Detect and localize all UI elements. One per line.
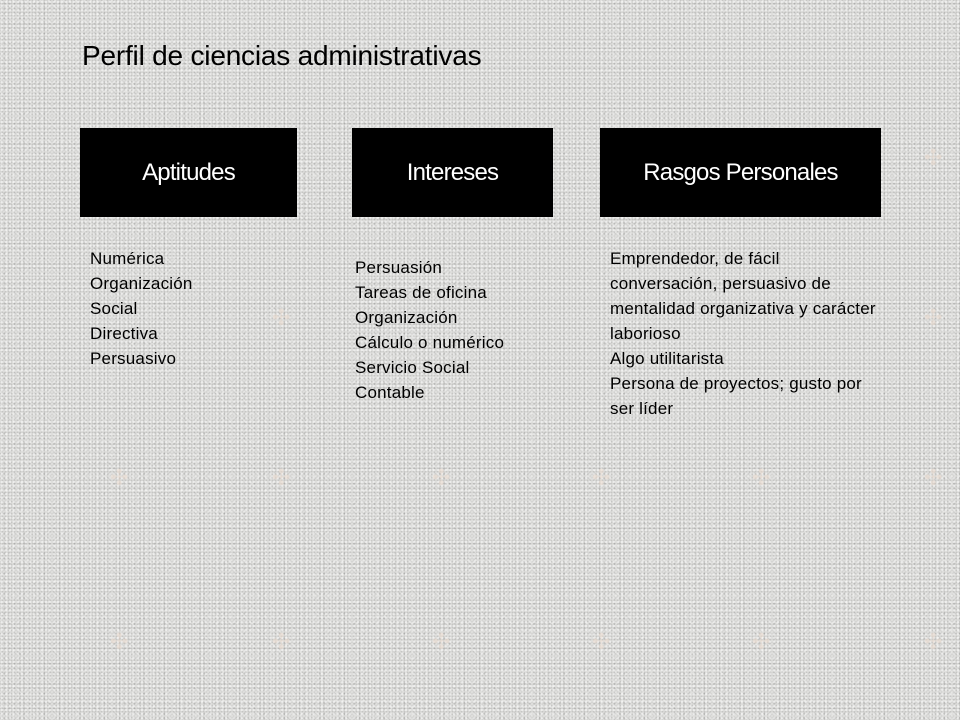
list-item: Persuasión bbox=[355, 258, 443, 277]
watermark-icon: ✣ bbox=[592, 630, 611, 655]
watermark-icon: ✣ bbox=[924, 146, 943, 171]
list-item: Numérica bbox=[90, 249, 165, 268]
list-item: Emprendedor, de fácil conversación, persuasivo de mentalidad organizativa y carácter laborioso bbox=[610, 249, 876, 343]
header-intereses-label: Intereses bbox=[406, 158, 499, 186]
watermark-icon: ✣ bbox=[924, 466, 943, 491]
watermark-icon: ✣ bbox=[110, 466, 129, 491]
watermark-icon: ✣ bbox=[272, 466, 291, 491]
list-item: Persona de proyectos; gusto por ser líder bbox=[610, 374, 862, 418]
list-item: Directiva bbox=[90, 324, 158, 343]
watermark-icon: ✣ bbox=[272, 306, 291, 331]
list-item: Persuasivo bbox=[90, 349, 177, 368]
list-item: Social bbox=[90, 299, 138, 318]
list-item: Organización bbox=[90, 274, 193, 293]
intereses-list bbox=[355, 255, 565, 405]
list-item: Servicio Social bbox=[355, 358, 470, 377]
list-item: Cálculo o numérico bbox=[355, 333, 505, 352]
list-item: Contable bbox=[355, 383, 425, 402]
watermark-icon: ✣ bbox=[272, 630, 291, 655]
header-rasgos-personales-label: Rasgos Personales bbox=[643, 158, 838, 186]
header-intereses bbox=[352, 128, 553, 217]
header-aptitudes-label: Aptitudes bbox=[142, 158, 235, 186]
watermark-icon: ✣ bbox=[924, 630, 943, 655]
watermark-icon: ✣ bbox=[592, 466, 611, 491]
header-rasgos-personales bbox=[600, 128, 881, 217]
header-aptitudes bbox=[80, 128, 297, 217]
watermark-icon: ✣ bbox=[110, 630, 129, 655]
watermark-icon: ✣ bbox=[752, 466, 771, 491]
watermark-icon: ✣ bbox=[752, 630, 771, 655]
watermark-icon: ✣ bbox=[432, 630, 451, 655]
watermark-icon: ✣ bbox=[924, 306, 943, 331]
list-item: Tareas de oficina bbox=[355, 283, 487, 302]
rasgos-personales-list bbox=[610, 246, 890, 421]
list-item: Algo utilitarista bbox=[610, 349, 724, 368]
slide-title: Perfil de ciencias administrativas bbox=[82, 40, 482, 71]
watermark-icon: ✣ bbox=[432, 466, 451, 491]
list-item: Organización bbox=[355, 308, 458, 327]
aptitudes-list bbox=[90, 246, 290, 371]
